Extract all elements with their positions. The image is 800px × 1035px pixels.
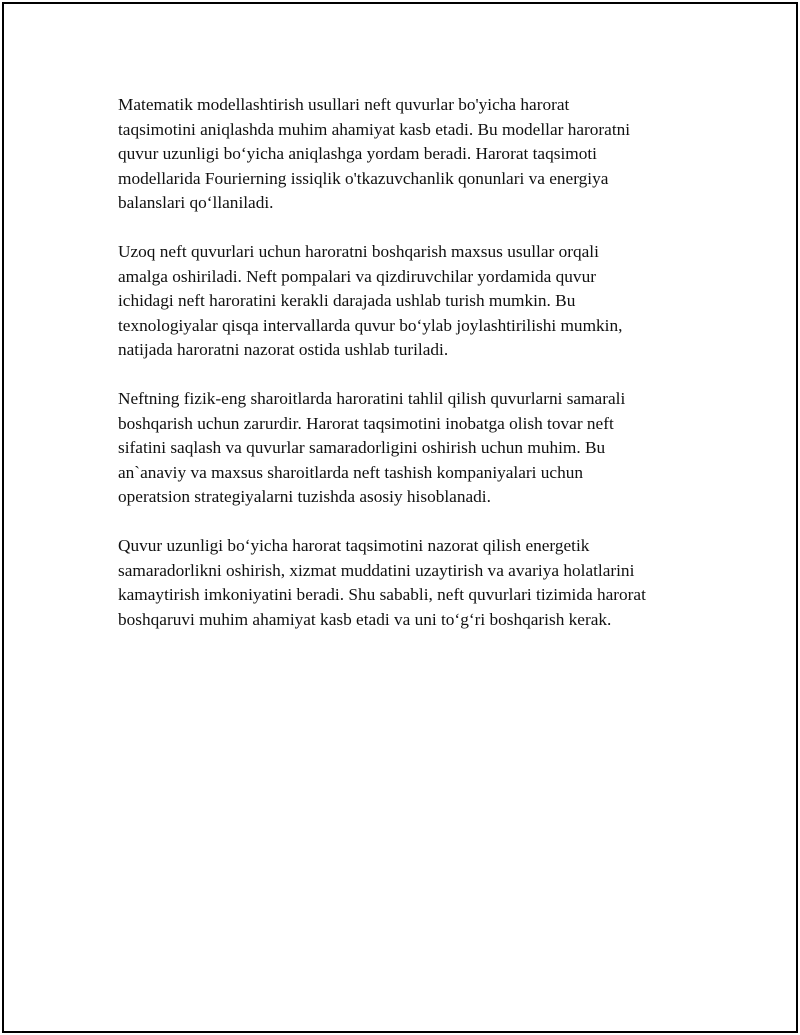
paragraph-2 (118, 240, 708, 363)
text-line: kamaytirish imkoniyatini beradi. Shu sababli, neft quvurlari tizimida harorat (118, 585, 646, 604)
text-line: amalga oshiriladi. Neft pompalari va qizdiruvchilar yordamida quvur (118, 266, 596, 286)
paragraph-3 (118, 387, 708, 510)
text-line: texnologiyalar qisqa intervallarda quvur bo‘ylab joylashtirilishi mumkin, (118, 315, 623, 335)
text-line: taqsimotini aniqlashda muhim ahamiyat kasb etadi. Bu modellar haroratni (118, 119, 631, 139)
text-line: Matematik modellashtirish usullari neft quvurlar bo'yicha harorat (118, 95, 570, 114)
text-line: Neftning fizik-eng sharoitlarda haroratini tahlil qilish quvurlarni samarali (118, 389, 626, 408)
text-line: sifatini saqlash va quvurlar samaradorligini oshirish uchun muhim. Bu (118, 438, 606, 457)
text-line: boshqarish uchun zarurdir. Harorat taqsimotini inobatga olish tovar neft (118, 413, 614, 433)
text-line: samaradorlikni oshirish, xizmat muddatini uzaytirish va avariya holatlarini (118, 560, 635, 580)
paragraph-4 (118, 534, 708, 632)
text-line: natijada haroratni nazorat ostida ushlab turiladi. (118, 340, 449, 359)
text-line: modellarida Fourierning issiqlik o'tkazuvchanlik qonunlari va energiya (118, 168, 609, 188)
text-line: balanslari qo‘llaniladi. (118, 193, 274, 212)
paragraph-1 (118, 93, 708, 216)
text-line: quvur uzunligi bo‘yicha aniqlashga yordam beradi. Harorat taqsimoti (118, 144, 597, 163)
text-line: Uzoq neft quvurlari uchun haroratni boshqarish maxsus usullar orqali (118, 242, 599, 261)
text-line: boshqaruvi muhim ahamiyat kasb etadi va uni to‘g‘ri boshqarish kerak. (118, 609, 612, 629)
text-line: Quvur uzunligi bo‘yicha harorat taqsimotini nazorat qilish energetik (118, 536, 590, 555)
text-line: operatsion strategiyalarni tuzishda asosiy hisoblanadi. (118, 487, 491, 506)
text-line: ichidagi neft haroratini kerakli darajada ushlab turish mumkin. Bu (118, 291, 576, 310)
document-body (118, 93, 708, 657)
text-line: an`anaviy va maxsus sharoitlarda neft tashish kompaniyalari uchun (118, 462, 584, 482)
